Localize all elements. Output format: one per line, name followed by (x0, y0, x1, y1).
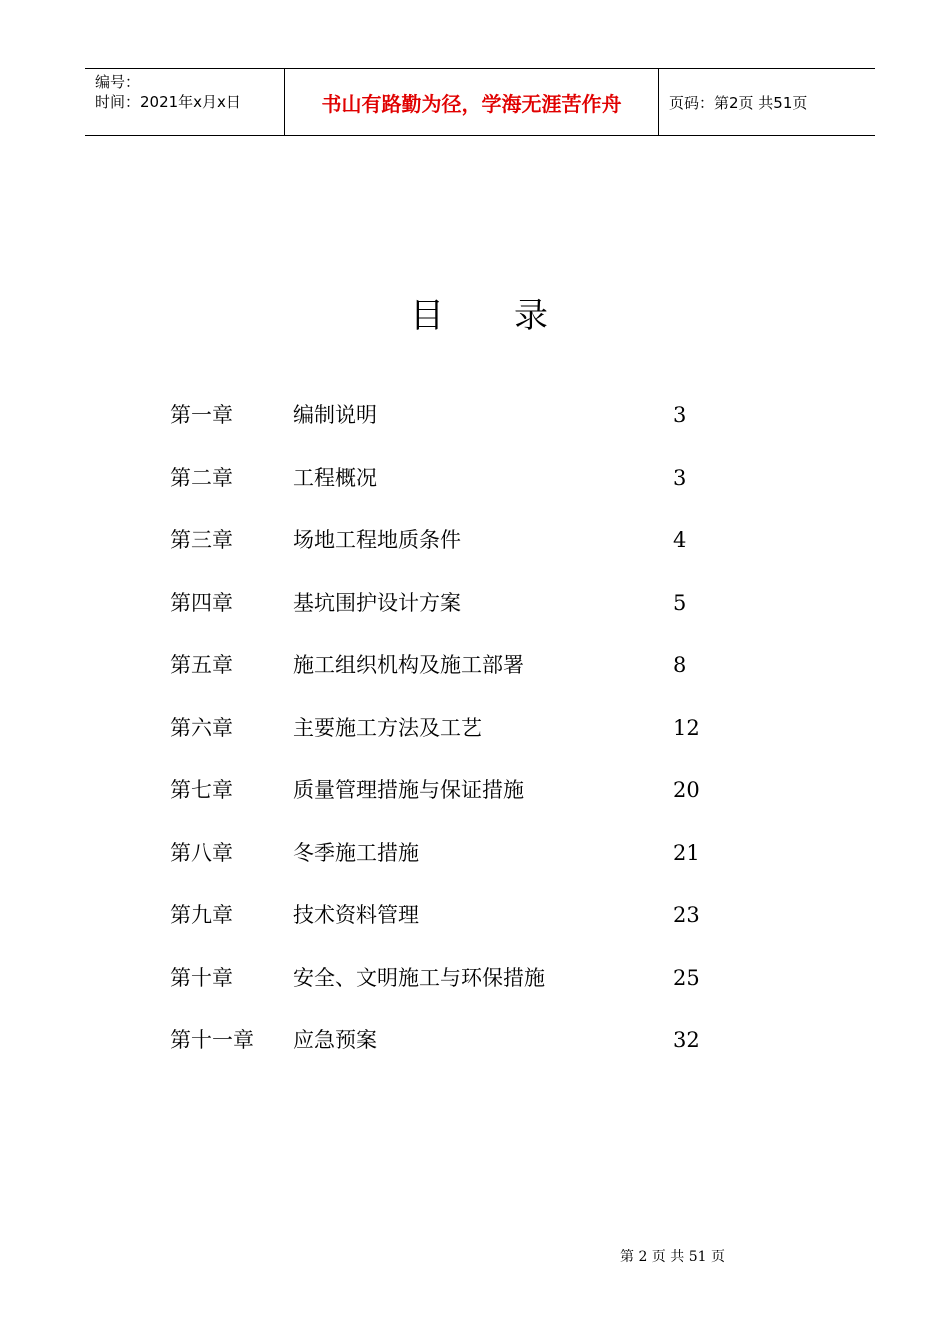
toc-page-number: 3 (673, 403, 687, 427)
header-motto: 书山有路勤为径，学海无涯苦作舟 (285, 69, 659, 135)
toc-chapter-title: 技术资料管理 (293, 903, 419, 927)
toc-chapter: 第十一章 (170, 1028, 254, 1052)
toc-entry[interactable] (170, 958, 730, 1021)
toc-chapter-title: 工程概况 (293, 465, 377, 490)
toc-entry[interactable] (170, 1020, 730, 1083)
toc-chapter: 第八章 (170, 840, 233, 865)
toc-entry[interactable] (170, 708, 730, 771)
toc-entry[interactable] (170, 645, 730, 708)
toc-entry[interactable] (170, 895, 730, 958)
toc-chapter: 第五章 (170, 653, 233, 677)
header-meta (85, 69, 285, 135)
document-time-label: 时间：2021年x月x日 (95, 93, 241, 111)
toc-chapter-title: 安全、文明施工与环保措施 (293, 965, 545, 990)
toc-chapter: 第一章 (170, 403, 233, 427)
toc-entry[interactable] (170, 583, 730, 646)
toc-chapter: 第九章 (170, 903, 233, 927)
page-footer: 第 2 页 共 51 页 (620, 1249, 725, 1265)
toc-title-char-1: 目 (410, 296, 444, 336)
toc-chapter-title: 应急预案 (293, 1028, 377, 1052)
toc-chapter: 第四章 (170, 590, 233, 615)
toc-entry[interactable] (170, 458, 730, 521)
header-page-info: 页码：第2页 共51页 (669, 93, 808, 112)
toc-page-number: 25 (673, 965, 700, 990)
toc-entry[interactable] (170, 395, 730, 458)
toc-page-number: 5 (673, 590, 687, 615)
toc-page-number: 32 (673, 1028, 700, 1052)
page-header (85, 68, 875, 136)
toc-entry[interactable] (170, 770, 730, 833)
toc-page-number: 20 (673, 778, 700, 802)
toc-chapter: 第七章 (170, 778, 233, 802)
toc-page-number: 3 (673, 465, 687, 490)
document-number-label: 编号： (95, 73, 141, 91)
toc-chapter-title: 基坑围护设计方案 (293, 590, 461, 615)
toc-chapter: 第十章 (170, 965, 233, 990)
toc-chapter-title: 冬季施工措施 (293, 840, 419, 865)
toc-page-number: 12 (673, 715, 700, 740)
toc-chapter: 第三章 (170, 528, 233, 552)
table-of-contents (170, 395, 730, 1083)
toc-title-char-2: 录 (514, 296, 548, 336)
toc-page-number: 23 (673, 903, 700, 927)
toc-page-number: 21 (673, 840, 700, 865)
toc-chapter-title: 编制说明 (293, 403, 377, 427)
toc-chapter-title: 主要施工方法及工艺 (293, 715, 482, 740)
toc-entry[interactable] (170, 833, 730, 896)
toc-chapter-title: 质量管理措施与保证措施 (293, 778, 524, 802)
toc-chapter: 第六章 (170, 715, 233, 740)
toc-chapter-title: 场地工程地质条件 (293, 528, 461, 552)
toc-chapter-title: 施工组织机构及施工部署 (293, 653, 524, 677)
toc-entry[interactable] (170, 520, 730, 583)
toc-page-number: 4 (673, 528, 687, 552)
toc-page-number: 8 (673, 653, 687, 677)
toc-chapter: 第二章 (170, 465, 233, 490)
